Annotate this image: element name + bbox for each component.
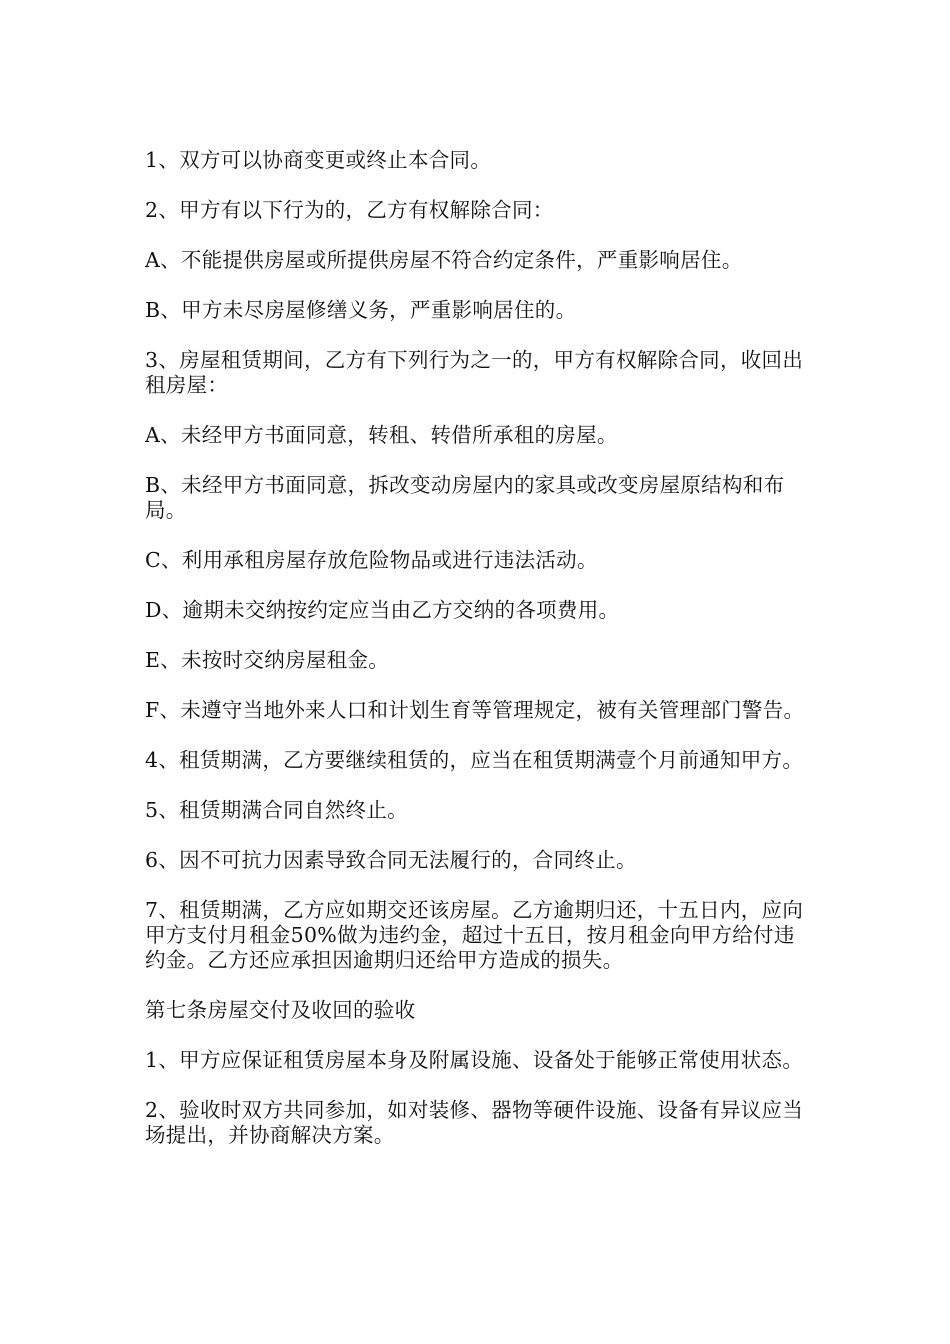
paragraph-18: 2、验收时双方共同参加，如对装修、器物等硬件设施、设备有异议应当场提出，并协商解决方案。 [145, 1098, 804, 1147]
paragraph-7: B、未经甲方书面同意，拆改变动房屋内的家具或改变房屋原结构和布局。 [145, 473, 785, 522]
section-heading: 第七条房屋交付及收回的验收 [145, 998, 416, 1022]
document-body [145, 148, 813, 1173]
paragraph-10: E、未按时交纳房屋租金。 [145, 648, 390, 672]
paragraph-8: C、利用承租房屋存放危险物品或进行违法活动。 [145, 548, 598, 572]
paragraph-9: D、逾期未交纳按约定应当由乙方交纳的各项费用。 [145, 598, 620, 622]
paragraph-11: F、未遵守当地外来人口和计划生育等管理规定，被有关管理部门警告。 [145, 698, 805, 722]
paragraph-13: 5、租赁期满合同自然终止。 [145, 798, 408, 822]
paragraph-1: 1、双方可以协商变更或终止本合同。 [145, 148, 492, 172]
paragraph-2: 2、甲方有以下行为的，乙方有权解除合同： [145, 198, 554, 222]
paragraph-4: B、甲方未尽房屋修缮义务，严重影响居住的。 [145, 298, 577, 322]
paragraph-12: 4、租赁期满，乙方要继续租赁的，应当在租赁期满壹个月前通知甲方。 [145, 748, 804, 772]
paragraph-5: 3、房屋租赁期间，乙方有下列行为之一的，甲方有权解除合同，收回出租房屋： [145, 348, 804, 397]
paragraph-15: 7、租赁期满，乙方应如期交还该房屋。乙方逾期归还，十五日内，应向甲方支付月租金50%做为违约金，超过十五日，按月租金向甲方给付违约金。乙方还应承担因逾期归还给甲方造成的损失。 [145, 898, 804, 972]
paragraph-17: 1、甲方应保证租赁房屋本身及附属设施、设备处于能够正常使用状态。 [145, 1048, 804, 1072]
paragraph-3: A、不能提供房屋或所提供房屋不符合约定条件，严重影响居住。 [145, 248, 743, 272]
paragraph-6: A、未经甲方书面同意，转租、转借所承租的房屋。 [145, 423, 618, 447]
paragraph-14: 6、因不可抗力因素导致合同无法履行的，合同终止。 [145, 848, 637, 872]
